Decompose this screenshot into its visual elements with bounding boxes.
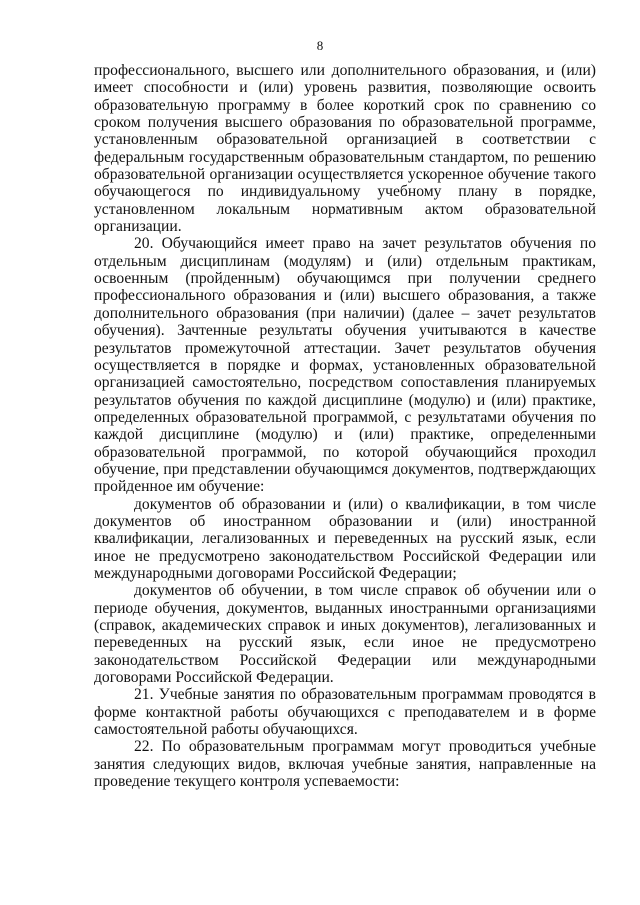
paragraph-20-item-training-documents: документов об обучении, в том числе справок об обучении или о периоде обучения, документов, выданных иностранными организациями (справок, академических справок и иных документов), легализованных и переведенных на русский язык, если иное не предусмотрено законодательством Российской Федерации или международными договорами Российской Федерации. [94, 582, 596, 687]
page-number: 8 [316, 38, 324, 53]
paragraph-20-item-education-documents: документов об образовании и (или) о квалификации, в том числе документов об иностранном образовании и (или) иностранной квалификации, легализованных и переведенных на русский язык, если иное не предусмотрено законодательством Российской Федерации или международными договорами Российской Федерации; [94, 495, 596, 582]
paragraph-20: 20. Обучающийся имеет право на зачет результатов обучения по отдельным дисциплинам (модулям) и (или) отдельным практикам, освоенным (пройденным) обучающимся при получении среднего профессионального образования и (или) высшего образования, а также дополнительного образования (при наличии) (далее – зачет результатов обучения). Зачтенные результаты обучения учитываются в качестве результатов промежуточной аттестации. Зачет результатов обучения осуществляется в порядке и формах, установленных образовательной организацией самостоятельно, посредством сопоставления планируемых результатов обучения по каждой дисциплине (модулю) и (или) практике, определенных образовательной программой, с результатами обучения по каждой дисциплине (модулю) и (или) практике, определенными образовательной программой, по которой обучающийся проходил обучение, при представлении обучающимся документов, подтверждающих пройденное им обучение: [94, 235, 596, 496]
paragraph-continuation: профессионального, высшего или дополнительного образования, и (или) имеет способности и (или) уровень развития, позволяющие освоить образовательную программу в более короткий срок по сравнению со сроком получения высшего образования по образовательной программе, установленным образовательной организацией в соответствии с федеральным государственным образовательным стандартом, по решению образовательной организации осуществляется ускоренное обучение такого обучающегося по индивидуальному учебному плану в порядке, установленном локальным нормативным актом образовательной организации. [94, 62, 596, 236]
paragraph-22: 22. По образовательным программам могут проводиться учебные занятия следующих видов, включая учебные занятия, направленные на проведение текущего контроля успеваемости: [94, 738, 596, 791]
document-body [94, 62, 596, 790]
paragraph-21: 21. Учебные занятия по образовательным программам проводятся в форме контактной работы обучающихся с преподавателем и в форме самостоятельной работы обучающихся. [94, 686, 596, 739]
